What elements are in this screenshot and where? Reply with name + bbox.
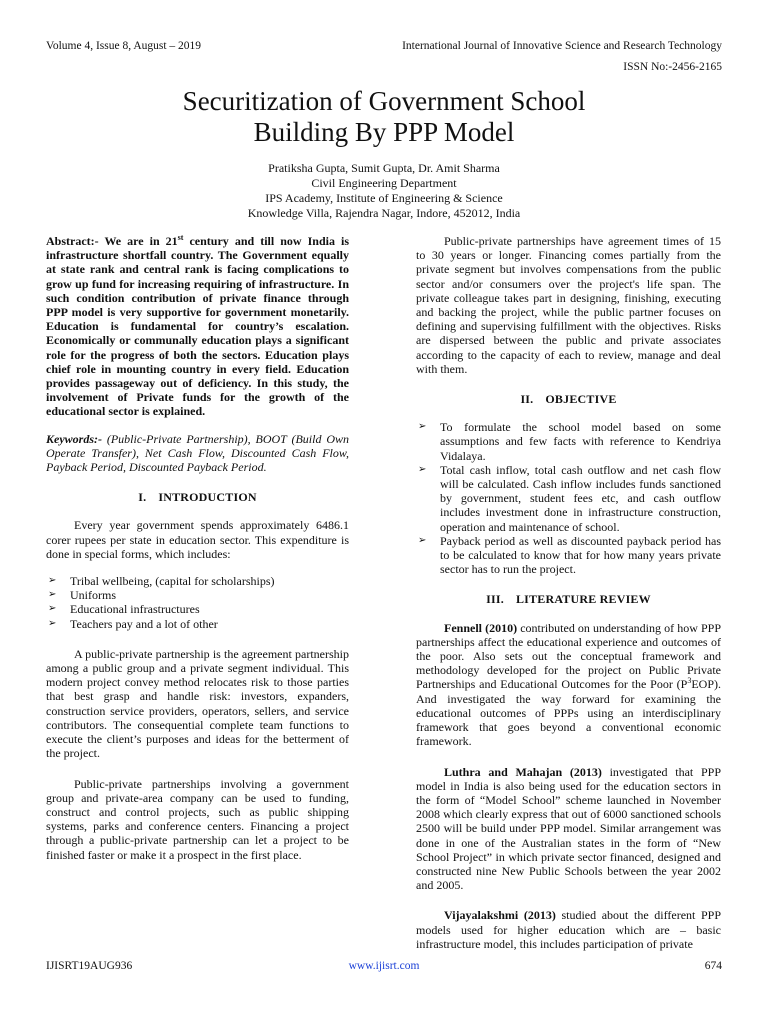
intro-paragraph-1: Every year government spends approximately 6486.1 corer rupees per state in education sector. This expenditure is done in special forms, which includes: <box>46 518 349 561</box>
list-item: ➢ Total cash inflow, total cash outflow and net cash flow will be calculated. Cash inflow includes funds sanctioned by government, student fees etc, and cash outflow includes investment done in infrastructure construction, operation and maintenance of school. <box>416 463 721 534</box>
keywords-label: Keywords:- <box>46 431 102 446</box>
list-item: ➢ Educational infrastructures <box>46 602 349 616</box>
list-item: ➢ Teachers pay and a lot of other <box>46 617 349 631</box>
abstract-text: century and till now India is infrastructure shortfall country. The Government equally at state rank and central rank is facing complications to grow up fund for increasing requiring of infrastructure. In such condition contribution of private finance through PPP model is very supportive for government monetarily. Education is fundamental for country’s escalation. Economically or communally education plays a significant role for the progress of both the sectors. Education plays chief role in mounting country in every field. Education provides passageway out of deficiency. In this study, the involvement of Private funds for the growth of the educational sector is explained. <box>46 234 349 419</box>
title-block <box>46 86 722 221</box>
section-heading-literature: III. LITERATURE REVIEW <box>486 592 651 607</box>
left-column <box>46 234 349 862</box>
journal-name: International Journal of Innovative Science and Research Technology <box>402 40 722 52</box>
keywords <box>46 432 349 475</box>
list-item: ➢ Tribal wellbeing, (capital for scholarships) <box>46 574 349 588</box>
keywords-text: (Public-Private Partnership), BOOT (Build Own Operate Transfer), Net Cash Flow, Discounted Cash Flow, Payback Period, Discounted Payback Period. <box>46 431 349 475</box>
journal-url-link[interactable]: www.ijisrt.com <box>348 960 420 972</box>
author-names: Pratiksha Gupta, Sumit Gupta, Dr. Amit Sharma <box>268 161 500 175</box>
title-line-2: Building By PPP Model <box>253 117 515 147</box>
author-address: Knowledge Villa, Rajendra Nagar, Indore, 452012, India <box>247 206 521 220</box>
abstract: Abstract:- We are in 21st century and till now India is infrastructure shortfall country. The Government equally at state rank and central rank is facing complications to grow up fund for increasing requiring of infrastructure. In such condition contribution of private finance through PPP model is very supportive for government monetarily. Education is fundamental for country’s escalation. Economically or communally education plays a significant role for the progress of both the sectors. Education plays chief role in mounting country in every field. Education provides passageway out of deficiency. In this study, the involvement of Private funds for the growth of the educational sector is explained. <box>46 233 349 419</box>
section-heading-objective: II. OBJECTIVE <box>520 392 617 407</box>
intro-paragraph-3: Public-private partnerships involving a government group and private-area company can be used to funding, construct and control projects, such as public shipping systems, parks and conference centers. Financing a project through a public-private partnership can let a project to be finished faster or make it a prospect in the first place. <box>46 776 349 862</box>
literature-luthra: Luthra and Mahajan (2013) investigated that PPP model in India is also being used for the education sectors in the form of “Model School” scheme launched in November 2008 which clearly express that out of 6000 sanctioned schools 2500 will be build under PPP model. Similar arrangement was done in one of the Australian states in the form of “New School Project” in which private sector financed, designed and constructed nine New Public Schools between the year 2002 and 2005. <box>416 764 721 893</box>
author-institute: IPS Academy, Institute of Engineering & Science <box>265 191 503 205</box>
expenditure-list <box>46 574 349 631</box>
paper-title <box>46 86 722 148</box>
intro-paragraph-4: Public-private partnerships have agreement times of 15 to 30 years or longer. Financing comes partially from the private segment but involves compensations from the public sector and/or consumers over the project's life span. The private colleague takes part in designing, finishing, executing and backing the project, while the public partner focuses on defining and supervising fulfillment with the objectives. Risks are dispersed between the public and private associates according to the capacity of each to review, manage and deal with them. <box>416 234 721 376</box>
list-item: ➢ Payback period as well as discounted payback period has to be calculated to know that for how many years private sector has to run the project. <box>416 534 721 577</box>
intro-paragraph-2: A public-private partnership is the agreement partnership among a public group and a private segment individual. This modern project convey method relocates risk to those parties that best grasp and handle risk: investors, expanders, construction service providers, operators, sellers, and service contributors. The consequential complete team functions to execute the client’s purposes and ideas for the betterment of the project. <box>46 646 349 761</box>
list-item: ➢ Uniforms <box>46 588 349 602</box>
paper-code: IJISRT19AUG936 <box>46 960 133 972</box>
objective-list <box>416 420 721 576</box>
title-line-1: Securitization of Government School <box>182 86 586 116</box>
literature-fennell: Fennell (2010) contributed on understanding of how PPP partnerships affect the educational experience and outcomes of the poor. Also sets out the conceptual framework and methodology developed for the project on Public Private Partnerships and Educational Outcomes for the Poor $(P^3EOP)$. And investigated the way forward for examining the educational outcomes of PPPs using an interdisciplinary framework that goes beyond a conventional economic framework. <box>416 620 721 749</box>
issn: ISSN No:-2456-2165 <box>623 61 722 73</box>
abstract-label: Abstract:- <box>46 234 99 248</box>
author-department: Civil Engineering Department <box>311 176 457 190</box>
citation-fennell: Fennell (2010) <box>444 620 518 635</box>
page-header <box>46 40 722 56</box>
page-footer <box>46 960 722 976</box>
volume-info: Volume 4, Issue 8, August – 2019 <box>46 40 202 52</box>
page-number: 674 <box>704 960 722 972</box>
citation-vijayalakshmi: Vijayalakshmi (2013) <box>444 908 556 923</box>
literature-vijayalakshmi: Vijayalakshmi (2013) studied about the different PPP models used for higher education which are – basic infrastructure model, this includes participation of private <box>416 908 721 951</box>
right-column <box>416 234 721 951</box>
section-heading-introduction: I. INTRODUCTION <box>138 490 257 505</box>
author-block <box>46 161 722 221</box>
list-item: ➢ To formulate the school model based on some assumptions and few facts with reference to Kendriya Vidalaya. <box>416 420 721 463</box>
citation-luthra: Luthra and Mahajan (2013) <box>444 764 602 779</box>
